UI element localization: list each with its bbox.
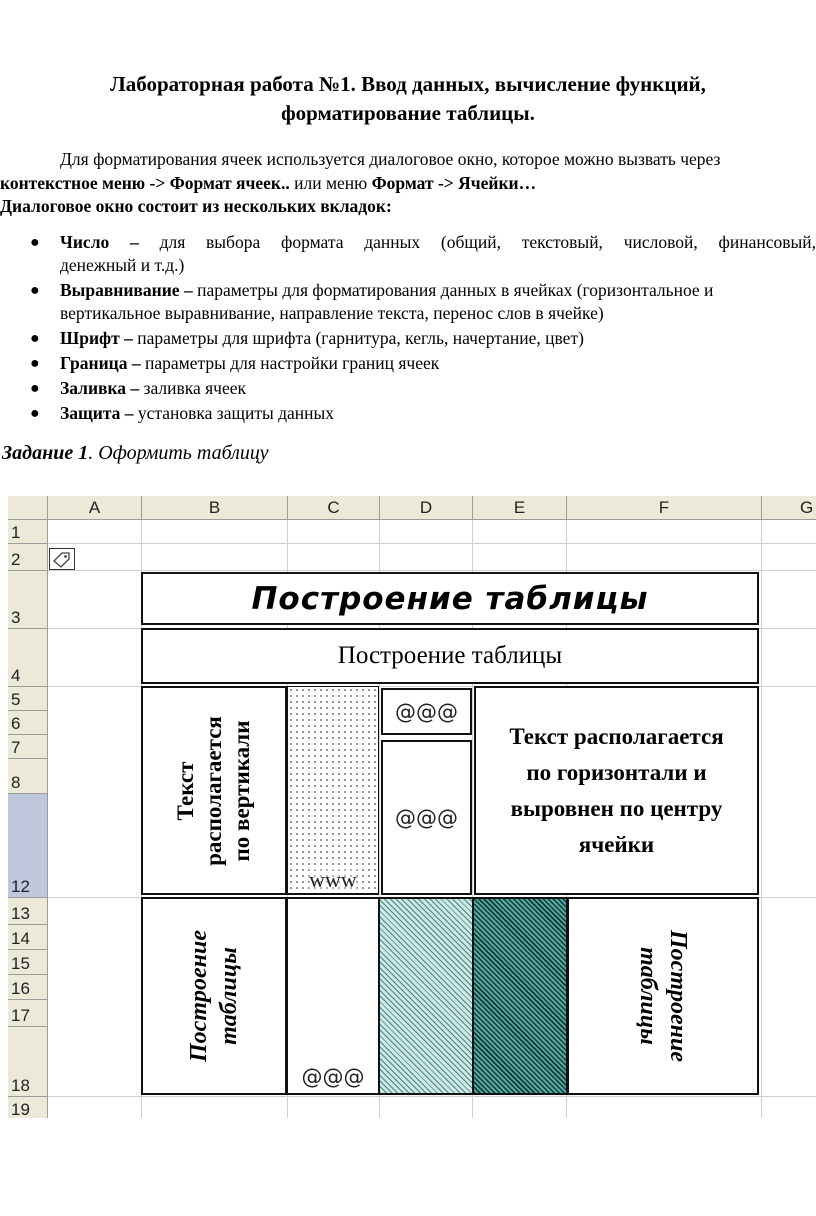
at-text: @@@ xyxy=(395,699,458,724)
cell-light-hatch-fill[interactable] xyxy=(379,897,473,1095)
bullet-term: Защита – xyxy=(60,403,134,423)
bullet-term: Число – xyxy=(60,232,139,252)
task-label: Задание 1 xyxy=(2,442,89,464)
cell-dark-hatch-fill[interactable] xyxy=(473,897,567,1095)
bullet-term: Шрифт – xyxy=(60,328,133,348)
bullet-text-continued: вертикальное выравнивание, направление текста, перенос слов в ячейке) xyxy=(60,303,604,323)
row-header-7[interactable]: 7 xyxy=(8,735,48,759)
at-text: @@@ xyxy=(395,805,458,830)
bullet-term: Выравнивание – xyxy=(60,280,193,300)
column-header-b[interactable]: B xyxy=(142,496,288,520)
rotated-up-text xyxy=(184,930,244,1062)
smart-tag-icon[interactable] xyxy=(49,548,75,570)
list-item xyxy=(0,279,816,325)
table-title-normal[interactable] xyxy=(141,628,759,684)
bullet-text: параметры для настройки границ ячеек xyxy=(140,353,440,373)
rotated-down-line-1: Построение xyxy=(665,930,691,1062)
row-header-13[interactable]: 13 xyxy=(8,898,48,925)
document-title xyxy=(0,70,816,128)
row-header-14[interactable]: 14 xyxy=(8,925,48,950)
at-text: @@@ xyxy=(301,1065,365,1089)
list-item xyxy=(0,352,816,375)
list-item xyxy=(0,377,816,400)
intro-bold-format-menu: Формат -> Ячейки… xyxy=(371,172,537,193)
cell-centered-text[interactable] xyxy=(474,686,759,895)
row-header-18[interactable]: 18 xyxy=(8,1027,48,1097)
intro-line-3 xyxy=(0,195,816,219)
cell-vertical-text[interactable] xyxy=(141,686,287,895)
list-item xyxy=(0,327,816,350)
row-header-8[interactable]: 8 xyxy=(8,759,48,794)
title-line-1: Лабораторная работа №1. Ввод данных, вычисление функций, xyxy=(110,72,706,96)
centered-line-1: Текст располагается xyxy=(509,723,724,749)
bullet-icon: ● xyxy=(30,234,40,251)
table-title-big[interactable] xyxy=(141,572,759,625)
column-header-a[interactable]: A xyxy=(48,496,142,520)
select-all-corner[interactable] xyxy=(8,496,48,520)
cell-at-top[interactable] xyxy=(381,688,472,735)
rotated-up-line-1: Построение xyxy=(186,930,212,1062)
www-text: www xyxy=(309,867,357,892)
rotated-down-line-2: таблицы xyxy=(635,947,661,1045)
rotated-down-text xyxy=(633,930,693,1062)
vertical-line-3: по вертикали xyxy=(229,720,254,861)
cell-at-bottom[interactable] xyxy=(287,897,379,1095)
column-header-c[interactable]: C xyxy=(288,496,380,520)
intro-line-1: Для форматирования ячеек используется диалоговое окно, которое можно вызвать через xyxy=(60,149,721,169)
bullet-text: для выбора формата данных (общий, текстовый, числовой, финансовый, xyxy=(138,232,816,252)
intro-mid-text: или меню xyxy=(289,172,372,193)
cell-rotated-down[interactable] xyxy=(567,897,759,1095)
bullet-icon: ● xyxy=(30,380,40,397)
column-header-g[interactable]: G xyxy=(762,496,816,520)
bullet-icon: ● xyxy=(30,355,40,372)
column-header-f[interactable]: F xyxy=(567,496,762,520)
row-header-4[interactable]: 4 xyxy=(8,629,48,687)
centered-line-2: по горизонтали и xyxy=(526,759,707,785)
task-heading xyxy=(2,442,268,465)
row-header-17[interactable]: 17 xyxy=(8,1000,48,1027)
centered-line-3: выровнен по центру xyxy=(510,795,723,821)
list-item xyxy=(0,402,816,425)
vertical-text xyxy=(172,716,256,866)
vertical-line-1: Текст xyxy=(173,761,198,820)
bullet-term: Заливка – xyxy=(60,378,140,398)
row-header-6[interactable]: 6 xyxy=(8,711,48,735)
row-header-15[interactable]: 15 xyxy=(8,950,48,975)
row-header-5[interactable]: 5 xyxy=(8,687,48,711)
normal-title-text: Построение таблицы xyxy=(337,642,563,669)
row-header-2[interactable]: 2 xyxy=(8,544,48,571)
centered-line-4: ячейки xyxy=(578,831,655,857)
intro-tabs-heading: Диалоговое окно состоит из нескольких вкладок: xyxy=(0,196,392,216)
bullet-text: установка защиты данных xyxy=(133,403,335,423)
row-header-19[interactable]: 19 xyxy=(8,1097,48,1118)
bullet-icon: ● xyxy=(30,330,40,347)
column-header-d[interactable]: D xyxy=(380,496,473,520)
cell-at-middle[interactable] xyxy=(381,740,472,895)
rotated-up-line-2: таблицы xyxy=(216,947,242,1045)
intro-bold-context-menu: контекстное меню -> Формат ячеек.. xyxy=(0,172,290,193)
vertical-line-2: располагается xyxy=(201,715,226,866)
bullet-term: Граница – xyxy=(60,353,141,373)
centered-text xyxy=(509,719,723,863)
title-line-2: форматирование таблицы. xyxy=(281,101,535,125)
row-header-16[interactable]: 16 xyxy=(8,975,48,1000)
bullet-text: параметры для шрифта (гарнитура, кегль, начертание, цвет) xyxy=(132,328,584,348)
row-header-3[interactable]: 3 xyxy=(8,571,48,629)
spreadsheet xyxy=(8,496,816,1118)
bullet-text-continued: денежный и т.д.) xyxy=(60,255,185,275)
row-header-1[interactable]: 1 xyxy=(8,520,48,544)
task-text: . Оформить таблицу xyxy=(88,442,269,464)
bullet-icon: ● xyxy=(30,405,40,422)
cell-dotted-fill[interactable] xyxy=(287,686,379,895)
list-item xyxy=(0,231,816,277)
big-title-text: Построение таблицы xyxy=(251,580,649,617)
tab-list xyxy=(0,231,816,427)
intro-paragraph xyxy=(0,148,816,219)
bullet-text: заливка ячеек xyxy=(139,378,247,398)
bullet-text: параметры для форматирования данных в ячейках (горизонтальное и xyxy=(192,280,714,300)
grid-line xyxy=(8,543,816,544)
column-header-e[interactable]: E xyxy=(473,496,567,520)
row-header-12[interactable]: 12 xyxy=(8,794,48,898)
bullet-icon: ● xyxy=(30,282,40,299)
intro-line-2 xyxy=(0,172,816,196)
cell-rotated-up[interactable] xyxy=(141,897,287,1095)
